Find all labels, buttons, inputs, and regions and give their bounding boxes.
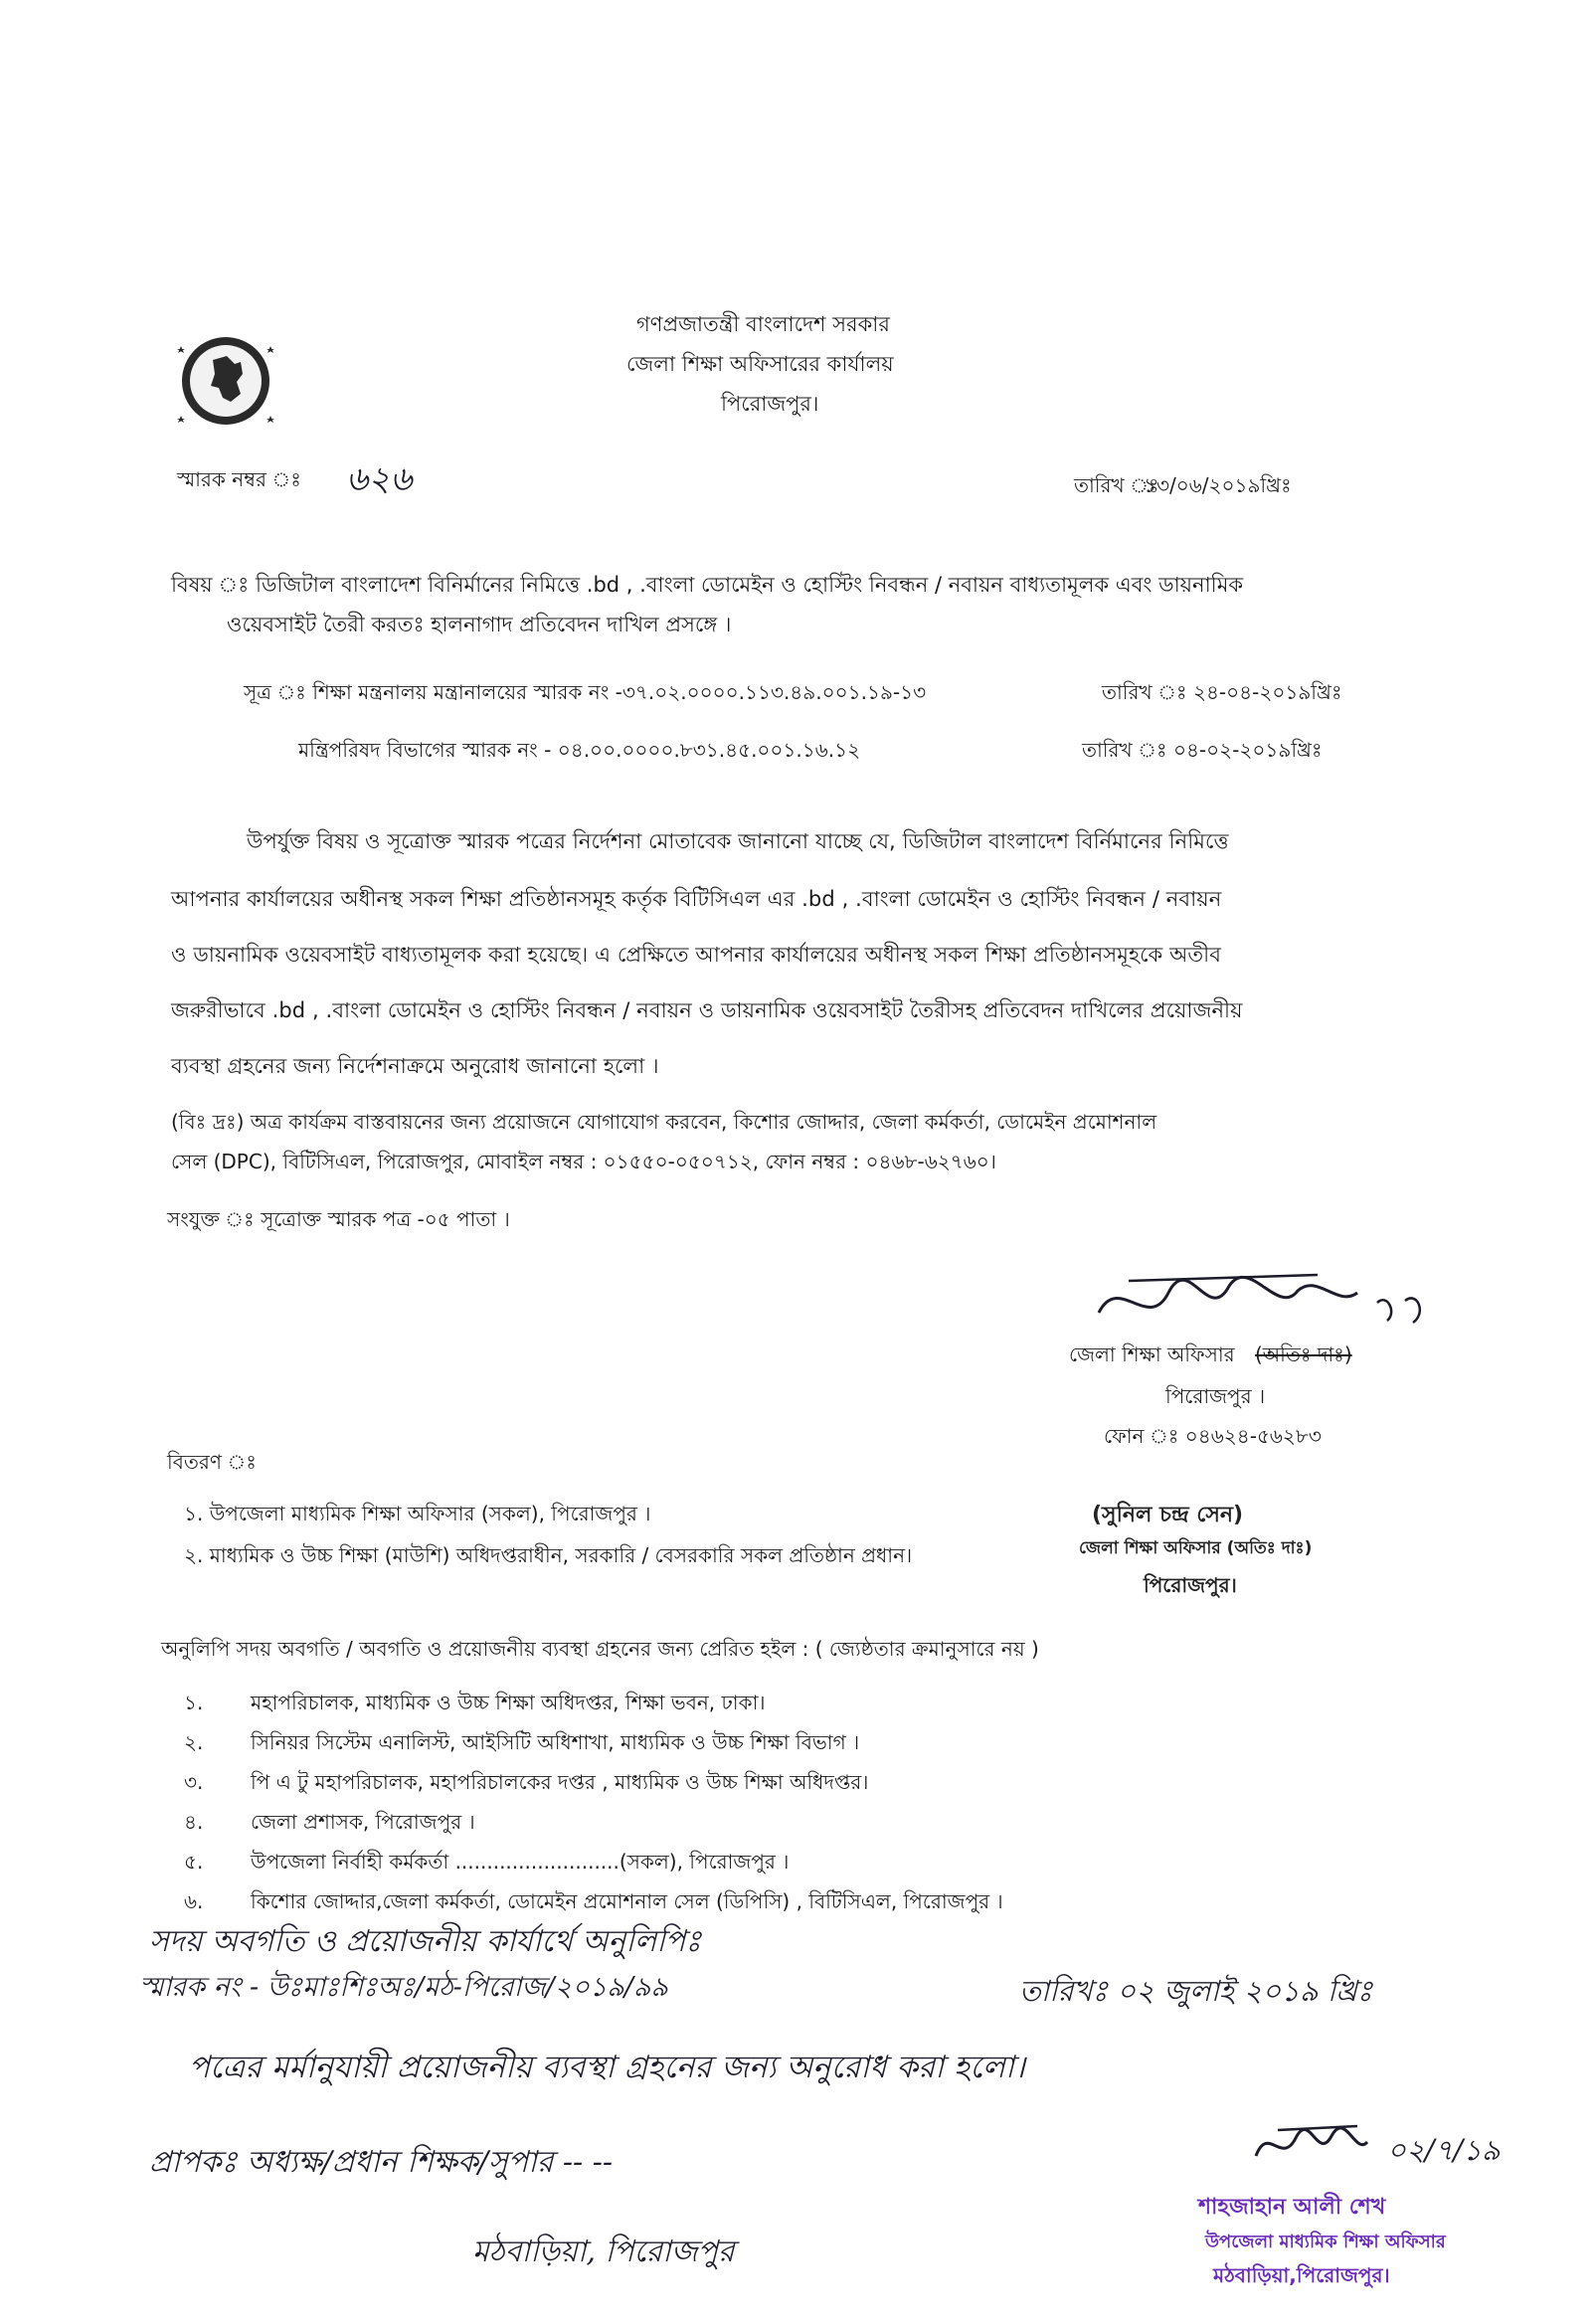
copy-item-5-number: ৫.: [184, 1850, 204, 1874]
handwritten-line-3: পত্রের মর্মানুযায়ী প্রয়োজনীয় ব্যবস্থা গ্রহনের জন্য অনুরোধ করা হলো।: [189, 2050, 1025, 2085]
copy-item-4-text: জেলা প্রশাসক, পিরোজপুর ।: [251, 1810, 475, 1834]
reference-1-text: সূত্র ঃ শিক্ষা মন্ত্রনালয় মন্ত্রানালয়ের স্মারক নং -৩৭.০২.০০০০.১১৩.৪৯.০০১.১৯-১৩: [244, 680, 927, 704]
copy-item-2-number: ২.: [184, 1730, 204, 1754]
distribution-item-2: ২. মাধ্যমিক ও উচ্চ শিক্ষা (মাউশি) অধিদপ্তরাধীন, সরকারি / বেসরকারি সকল প্রতিষ্ঠান প্রধান।: [184, 1543, 913, 1567]
body-line-3: ও ডায়নামিক ওয়েবসাইট বাধ্যতামূলক করা হয়েছে। এ প্রেক্ষিতে আপনার কার্যালয়ের অধীনস্থ সকল শিক্ষা প্রতিষ্ঠানসমূহকে অতীব: [171, 943, 1222, 967]
copy-item-3-text: পি এ টু মহাপরিচালক, মহাপরিচালকের দপ্তর , মাধ্যমিক ও উচ্চ শিক্ষা অধিদপ্তর।: [251, 1770, 869, 1794]
header-line-office: জেলা শিক্ষা অফিসারের কার্যালয়: [626, 352, 894, 376]
handwritten-location: মঠবাড়িয়া, পিরোজপুর: [472, 2235, 735, 2269]
header-line-district: পিরোজপুর।: [721, 392, 819, 416]
upazila-stamp-title: উপজেলা মাধ্যমিক শিক্ষা অফিসার: [1205, 2232, 1446, 2252]
handwritten-line-1: সদয় অবগতি ও প্রয়োজনীয় কার্যার্থে অনুলিপিঃ: [149, 1924, 702, 1959]
memo-label: স্মারক নম্বর ঃ: [177, 467, 301, 491]
note-line-1: (বিঃ দ্রঃ) অত্র কার্যক্রম বাস্তবায়নের জন্য প্রয়োজনে যোগাযোগ করবেন, কিশোর জোদ্দার, জেলা কর্মকর্তা, ডোমেইন প্রমোশনাল: [171, 1110, 1157, 1134]
signatory-title-extra: (অতিঃ দাঃ): [1255, 1342, 1352, 1366]
date-label: তারিখ ঃ: [1074, 473, 1159, 497]
copy-item-6-text: কিশোর জোদ্দার,জেলা কর্মকর্তা, ডোমেইন প্রমোশনাল সেল (ডিপিসি) , বিটিসিএল, পিরোজপুর ।: [251, 1889, 1003, 1913]
copy-item-3-number: ৩.: [184, 1770, 204, 1794]
upazila-stamp-name: শাহজাহান আলী শেখ: [1198, 2195, 1386, 2220]
body-line-2: আপনার কার্যালয়ের অধীনস্থ সকল শিক্ষা প্রতিষ্ঠানসমূহ কর্তৃক বিটিসিএল এর .bd , .বাংলা ডোমেইন ও হোস্টিং নিবন্ধন / নবায়ন: [171, 887, 1222, 911]
officer-stamp-title: জেলা শিক্ষা অফিসার (অতিঃ দাঃ): [1079, 1538, 1313, 1558]
header-line-govt: গণপ্রজাতন্ত্রী বাংলাদেশ সরকার: [636, 312, 890, 336]
handwritten-recipient: প্রাপকঃ অধ্যক্ষ/প্রধান শিক্ষক/সুপার -- --: [149, 2145, 613, 2180]
upazila-signature-date: ০২/৭/১৯: [1387, 2133, 1501, 2167]
copy-item-5-text: উপজেলা নির্বাহী কর্মকর্তা ..........................(সকল), পিরোজপুর ।: [251, 1850, 790, 1874]
copy-item-1-number: ১.: [184, 1691, 204, 1714]
distribution-item-1: ১. উপজেলা মাধ্যমিক শিক্ষা অফিসার (সকল), পিরোজপুর ।: [184, 1502, 651, 1525]
body-line-1: উপর্যুক্ত বিষয় ও সূত্রোক্ত স্মারক পত্রের নির্দেশনা মোতাবেক জানানো যাচ্ছে যে, ডিজিটাল বাংলাদেশ বির্নিমানের নিমিত্তে: [247, 829, 1229, 853]
reference-1-date: তারিখ ঃ ২৪-০৪-২০১৯খ্রিঃ: [1102, 680, 1342, 704]
officer-stamp-place: পিরোজপুর।: [1144, 1573, 1237, 1597]
reference-2-date: তারিখ ঃ ০৪-০২-২০১৯খ্রিঃ: [1082, 738, 1323, 762]
handwritten-date: তারিখঃ ০২ জুলাই ২০১৯ খ্রিঃ: [1019, 1974, 1373, 2008]
govt-emblem-icon: [161, 316, 290, 446]
memo-number: ৬২৬: [346, 459, 413, 499]
upazila-stamp-place: মঠবাড়িয়া,পিরোজপুর।: [1213, 2263, 1390, 2287]
copy-item-6-number: ৬.: [184, 1889, 204, 1913]
copy-item-1-text: মহাপরিচালক, মাধ্যমিক ও উচ্চ শিক্ষা অধিদপ্তর, শিক্ষা ভবন, ঢাকা।: [251, 1691, 766, 1714]
officer-signature: [1089, 1263, 1447, 1342]
reference-2-text: মন্ত্রিপরিষদ বিভাগের স্মারক নং - ০৪.০০.০০০০.৮৩১.৪৫.০০১.১৬.১২: [298, 738, 861, 762]
copy-item-4-number: ৪.: [184, 1810, 204, 1834]
body-line-5: ব্যবস্থা গ্রহনের জন্য নির্দেশনাক্রমে অনুরোধ জানানো হলো ।: [171, 1054, 659, 1078]
attachment-line: সংযুক্ত ঃ সূত্রোক্ত স্মারক পত্র -০৫ পাতা ।: [167, 1207, 510, 1231]
signatory-place: পিরোজপুর ।: [1165, 1384, 1266, 1408]
subject-line-2: ওয়েবসাইট তৈরী করতঃ হালনাগাদ প্রতিবেদন দাখিল প্রসঙ্গে ।: [227, 613, 732, 636]
handwritten-memo: স্মারক নং - উঃমাঃশিঃঅঃ/মঠ-পিরোজ/২০১৯/৯৯: [139, 1972, 668, 2003]
body-line-4: জরুরীভাবে .bd , .বাংলা ডোমেইন ও হোস্টিং নিবন্ধন / নবায়ন ও ডায়নামিক ওয়েবসাইট তৈরীসহ প্রতিবেদন দাখিলের প্রয়োজনীয়: [171, 998, 1243, 1022]
officer-stamp-name: (সুনিল চন্দ্র সেন): [1092, 1503, 1244, 1527]
signatory-phone: ফোন ঃ ০৪৬২৪-৫৬২৮৩: [1104, 1424, 1322, 1448]
copy-item-2-text: সিনিয়র সিস্টেম এনালিস্ট, আইসিটি অধিশাখা, মাধ্যমিক ও উচ্চ শিক্ষা বিভাগ ।: [251, 1730, 860, 1754]
upazila-officer-signature: [1248, 2116, 1377, 2176]
signatory-title: জেলা শিক্ষা অফিসার: [1069, 1342, 1235, 1366]
date-value: ১৩/০৬/২০১৯খ্রিঃ: [1144, 473, 1292, 497]
note-line-2: সেল (DPC), বিটিসিএল, পিরোজপুর, মোবাইল নম্বর : ০১৫৫০-০৫০৭১২, ফোন নম্বর : ০৪৬৮-৬২৭৬০।: [171, 1150, 996, 1173]
subject-line-1: বিষয় ঃ ডিজিটাল বাংলাদেশ বিনির্মানের নিমিত্তে .bd , .বাংলা ডোমেইন ও হোস্টিং নিবন্ধন / নবায়ন বাধ্যতামূলক এবং ডায়নামিক: [171, 573, 1244, 597]
distribution-label: বিতরণ ঃ: [167, 1450, 257, 1474]
copy-intro: অনুলিপি সদয় অবগতি / অবগতি ও প্রয়োজনীয় ব্যবস্থা গ্রহনের জন্য প্রেরিত হইল : ( জ্যেষ্ঠতার ক্রমানুসারে নয় ): [161, 1637, 1039, 1661]
